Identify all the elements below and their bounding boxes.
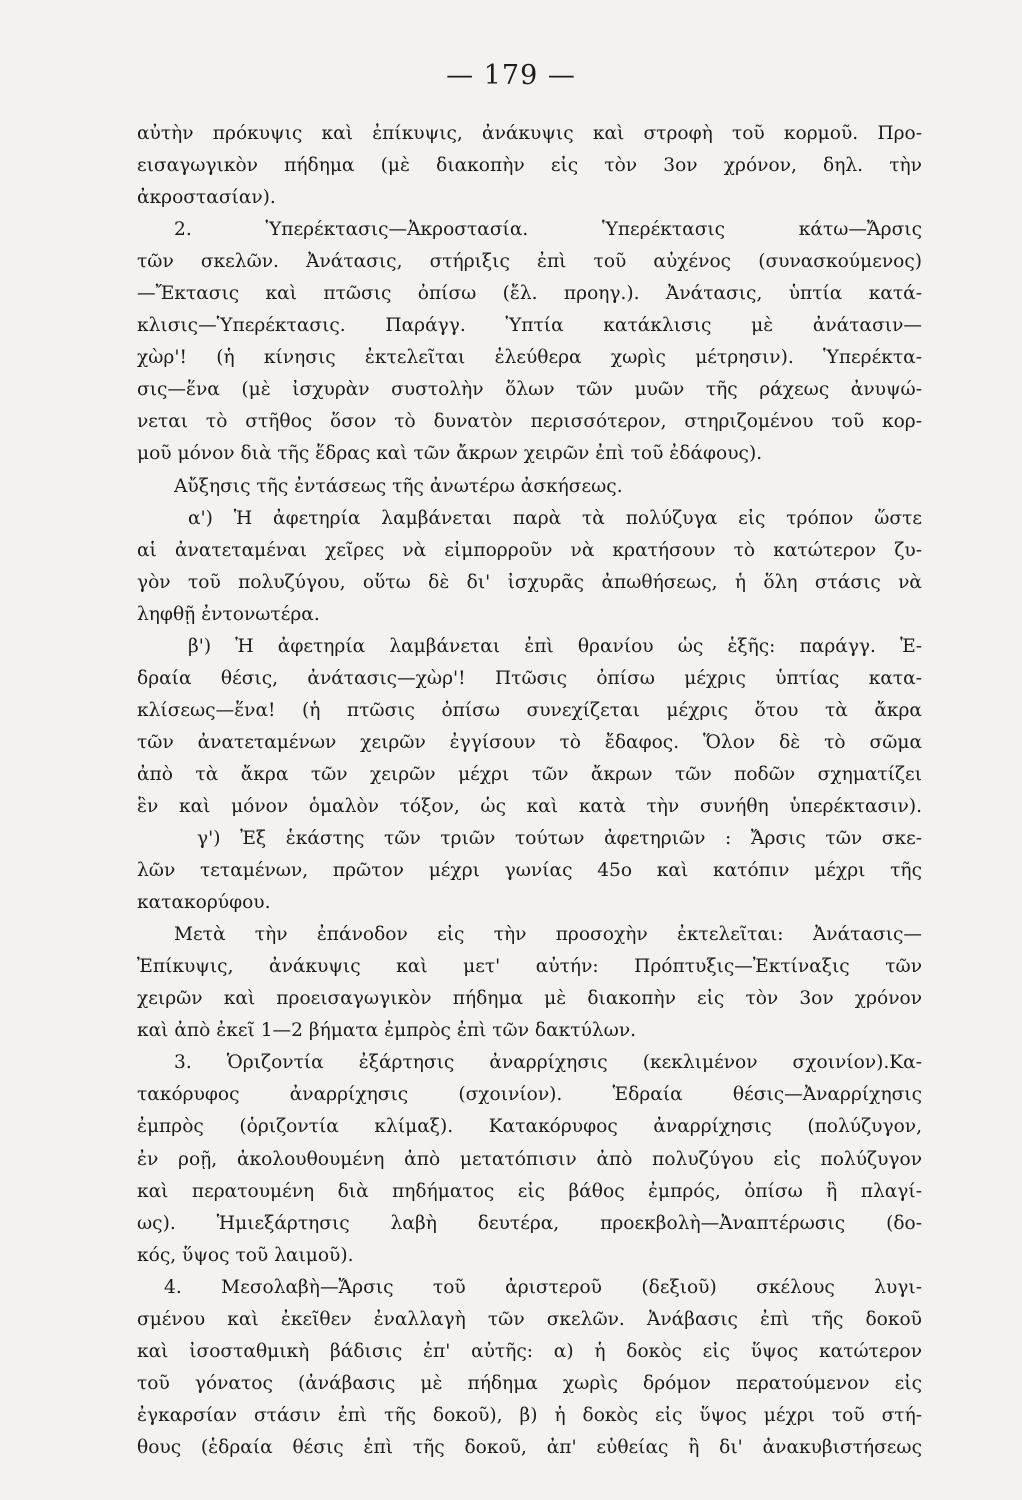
text-line: σμένου καὶ ἐκεῖθεν ἐναλλαγὴ τῶν σκελῶν. Ἀνάβασις ἐπὶ τῆς δοκοῦ: [137, 1308, 922, 1330]
text-line: ληφθῇ ἐντονωτέρα.: [137, 603, 320, 625]
text-line: κλίσεως—ἕνα! (ἡ πτῶσις ὀπίσω συνεχίζεται μέχρις ὅτου τὰ ἄκρα: [137, 699, 922, 721]
text-line: —Ἔκτασις καὶ πτῶσις ὀπίσω (ἔλ. προηγ.). Ἀνάτασις, ὑπτία κατά-: [137, 283, 922, 305]
text-line: τῶν σκελῶν. Ἀνάτασις, στήριξις ἐπὶ τοῦ αὐχένος (συνασκούμενος): [137, 251, 922, 273]
text-line: μοῦ μόνον διὰ τῆς ἕδρας καὶ τῶν ἄκρων χειρῶν ἐπὶ τοῦ ἐδάφους).: [137, 443, 763, 465]
text-line: τακόρυφος ἀναρρίχησις (σχοινίον). Ἑδραία θέσις—Ἀναρρίχησις: [137, 1084, 922, 1106]
text-line: ως). Ἡμιεξάρτησις λαβὴ δευτέρα, προεκβολὴ—Ἀναπτέρωσις (δο-: [137, 1212, 922, 1234]
text-line: καὶ ἰσοσταθμικὴ βάδισις ἐπ' αὐτῆς: α) ἡ δοκὸς εἰς ὕψος κατώτερον: [137, 1340, 922, 1362]
text-line: ἐν ροῇ, ἀκολουθουμένη ἀπὸ μετατόπισιν ἀπὸ πολυζύγου εἰς πολύζυγον: [137, 1148, 922, 1170]
text-line: κατακορύφου.: [137, 892, 271, 914]
text-line: θους (ἑδραία θέσις ἐπὶ τῆς δοκοῦ, ἀπ' εὐθείας ἢ δι' ἀνακυβιστήσεως: [137, 1436, 922, 1458]
text-line: 2. Ὑπερέκτασις—Ἀκροστασία. Ὑπερέκτασις κάτω—Ἄρσις: [174, 219, 922, 241]
text-line: καὶ ἀπὸ ἐκεῖ 1—2 βήματα ἐμπρὸς ἐπὶ τῶν δακτύλων.: [137, 1020, 637, 1042]
text-line: Ἐπίκυψις, ἀνάκυψις καὶ μετ' αὐτήν: Πρόπτυξις—Ἐκτίναξις τῶν: [137, 956, 922, 978]
text-line: εισαγωγικὸν πήδημα (μὲ διακοπὴν εἰς τὸν 3ον χρόνον, δηλ. τὴν: [137, 155, 922, 177]
page-number: — 179 —: [446, 60, 576, 91]
text-line: γὸν τοῦ πολυζύγου, οὕτω δὲ δι' ἰσχυρᾶς ἀπωθήσεως, ἡ ὅλη στάσις νὰ: [137, 571, 922, 593]
text-line: τῶν ἀνατεταμένων χειρῶν ἐγγίσουν τὸ ἔδαφος. Ὅλον δὲ τὸ σῶμα: [137, 731, 922, 753]
text-line: αἱ ἀνατεταμέναι χεῖρες νὰ εἰμπορροῦν νὰ κρατήσουν τὸ κατώτερον ζυ-: [137, 539, 922, 561]
body-text: [137, 118, 922, 1464]
text-line: Μετὰ τὴν ἐπάνοδον εἰς τὴν προσοχὴν ἐκτελεῖται: Ἀνάτασις—: [174, 924, 922, 946]
text-line: ἓν καὶ μόνον ὁμαλὸν τόξον, ὡς καὶ κατὰ τὴν συνήθη ὑπερέκτασιν).: [137, 795, 922, 817]
text-line: β') Ἡ ἀφετηρία λαμβάνεται ἐπὶ θρανίου ὡς ἑξῆς: παράγγ. Ἑ-: [188, 635, 922, 657]
text-line: 3. Ὁριζοντία ἐξάρτησις ἀναρρίχησις (κεκλιμένον σχοινίον).Κα-: [174, 1052, 922, 1074]
text-line: σις—ἕνα (μὲ ἰσχυρὰν συστολὴν ὅλων τῶν μυῶν τῆς ράχεως ἀνυψώ-: [137, 379, 922, 401]
text-line: Αὔξησις τῆς ἐντάσεως τῆς ἀνωτέρω ἀσκήσεως.: [174, 475, 623, 497]
text-line: κλισις—Ὑπερέκτασις. Παράγγ. Ὑπτία κατάκλισις μὲ ἀνάτασιν—: [137, 315, 922, 337]
text-line: α') Ἡ ἀφετηρία λαμβάνεται παρὰ τὰ πολύζυγα εἰς τρόπον ὥστε: [188, 507, 922, 529]
text-line: χειρῶν καὶ προεισαγωγικὸν πήδημα μὲ διακοπὴν εἰς τὸν 3ον χρόνον: [137, 988, 922, 1010]
text-line: ἀκροστασίαν).: [137, 187, 276, 209]
text-line: καὶ περατουμένη διὰ πηδήματος εἰς βάθος ἐμπρός, ὀπίσω ἢ πλαγί-: [137, 1180, 922, 1202]
text-line: λῶν τεταμένων, πρῶτον μέχρι γωνίας 45ο καὶ κατόπιν μέχρι τῆς: [137, 860, 922, 882]
text-line: 4. Μεσολαβὴ—Ἄρσις τοῦ ἀριστεροῦ (δεξιοῦ) σκέλους λυγι-: [164, 1276, 922, 1298]
text-line: ἐμπρὸς (ὁριζοντία κλίμαξ). Κατακόρυφος ἀναρρίχησις (πολύζυγον,: [137, 1116, 922, 1138]
text-line: τοῦ γόνατος (ἀνάβασις μὲ πήδημα χωρὶς δρόμον περατούμενον εἰς: [137, 1372, 922, 1394]
text-line: κός, ὕψος τοῦ λαιμοῦ).: [137, 1244, 354, 1266]
text-line: ἐγκαρσίαν στάσιν ἐπὶ τῆς δοκοῦ), β) ἡ δοκὸς εἰς ὕψος μέχρι τοῦ στή-: [137, 1404, 922, 1426]
text-line: γ') Ἐξ ἑκάστης τῶν τριῶν τούτων ἀφετηριῶν : Ἄρσις τῶν σκε-: [197, 828, 922, 850]
text-line: χὼρ'! (ἡ κίνησις ἐκτελεῖται ἐλεύθερα χωρὶς μέτρησιν). Ὑπερέκτα-: [137, 347, 922, 369]
text-line: νεται τὸ στῆθος ὅσον τὸ δυνατὸν περισσότερον, στηριζομένου τοῦ κορ-: [137, 411, 922, 433]
text-line: ἀπὸ τὰ ἄκρα τῶν χειρῶν μέχρι τῶν ἄκρων τῶν ποδῶν σχηματίζει: [137, 763, 922, 785]
text-line: δραία θέσις, ἀνάτασις—χὼρ'! Πτῶσις ὀπίσω μέχρις ὑπτίας κατα-: [137, 667, 922, 689]
text-line: αὐτὴν πρόκυψις καὶ ἐπίκυψις, ἀνάκυψις καὶ στροφὴ τοῦ κορμοῦ. Προ-: [137, 123, 922, 144]
